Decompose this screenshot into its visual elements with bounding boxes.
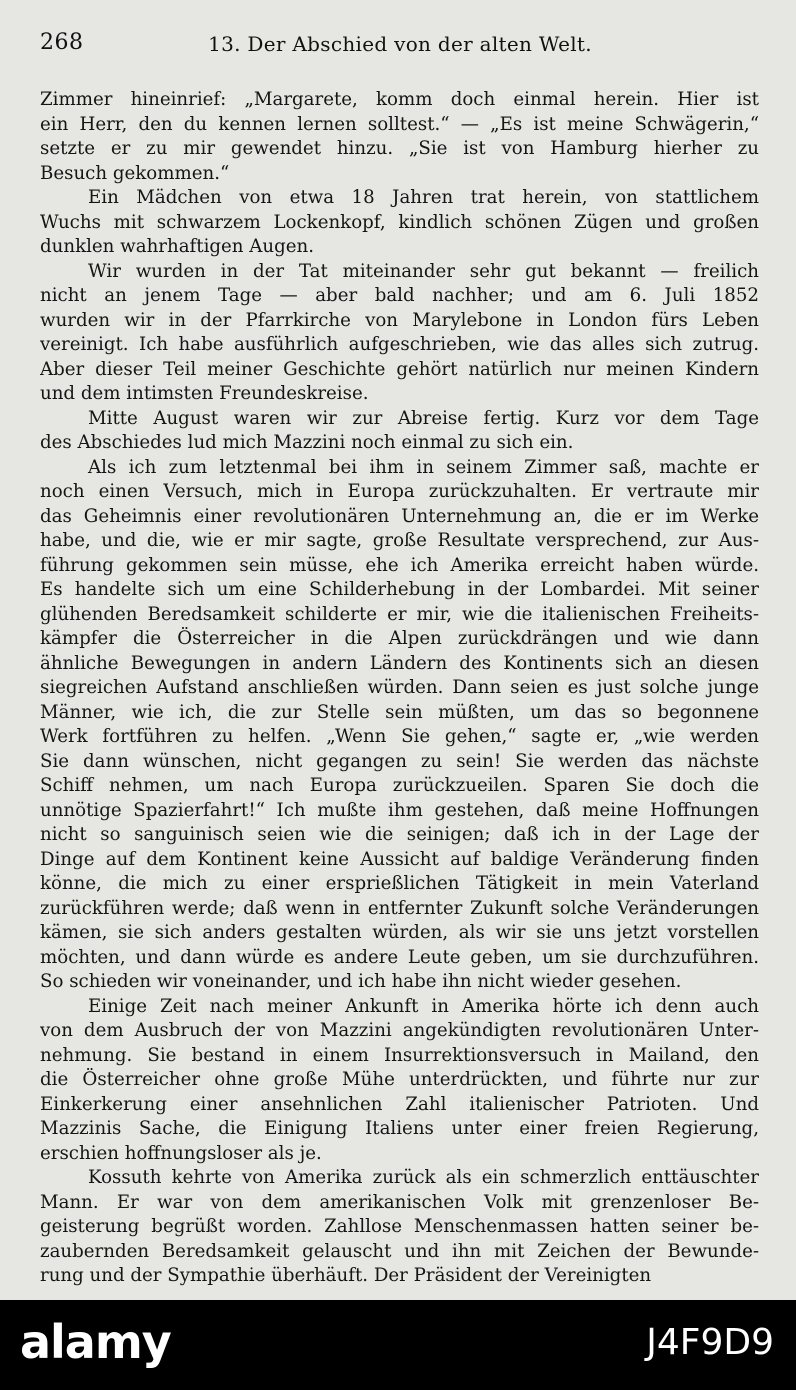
watermark-bar bbox=[0, 1300, 796, 1390]
text-line: ähnliche Bewegungen in andern Ländern des Kontinents sich an diesen bbox=[40, 652, 759, 674]
text-line: unnötige Spazierfahrt!“ Ich mußte ihm gestehen, daß meine Hoffnungen bbox=[40, 799, 759, 821]
text-line: könne, die mich zu einer ersprießlichen Tätigkeit in mein Vaterland bbox=[40, 873, 759, 894]
text-line: Wir wurden in der Tat miteinander sehr gut bekannt — freilich bbox=[88, 260, 759, 282]
text-line: Dinge auf dem Kontinent keine Aussicht auf baldige Veränderung finden bbox=[40, 848, 759, 870]
text-line: Wuchs mit schwarzem Lockenkopf, kindlich schönen Zügen und großen bbox=[40, 211, 759, 233]
text-line: möchten, und dann würde es andere Leute geben, um sie durchzuführen. bbox=[40, 946, 759, 968]
text-line: die Österreicher ohne große Mühe unterdrückten, und führte nur zur bbox=[40, 1069, 759, 1090]
text-line: dunklen wahrhaftigen Augen. bbox=[40, 236, 315, 257]
text-line: rung und der Sympathie überhäuft. Der Präsident der Vereinigten bbox=[40, 1265, 652, 1286]
text-line: habe, und die, wie er mir sagte, große Resultate versprechend, zur Aus- bbox=[40, 530, 759, 551]
text-line: von dem Ausbruch der von Mazzini angekündigten revolutionären Unter- bbox=[40, 1020, 759, 1041]
text-line: Mazzinis Sache, die Einigung Italiens unter einer freien Regierung, bbox=[40, 1118, 759, 1139]
text-line: und dem intimsten Freundeskreise. bbox=[40, 383, 369, 404]
text-line: nicht so sanguinisch seien wie die seinigen; daß ich in der Lage der bbox=[40, 824, 759, 845]
text-line: Ein Mädchen von etwa 18 Jahren trat herein, von stattlichem bbox=[88, 187, 759, 208]
text-line: des Abschiedes lud mich Mazzini noch einmal zu sich ein. bbox=[40, 432, 574, 453]
text-line: noch einen Versuch, mich in Europa zurückzuhalten. Er vertraute mir bbox=[40, 481, 759, 502]
text-line: Werk fortführen zu helfen. „Wenn Sie gehen,“ sagte er, „wie werden bbox=[40, 726, 759, 747]
text-line: vereinigt. Ich habe ausführlich aufgeschrieben, wie das alles sich zutrug. bbox=[40, 334, 759, 355]
stock-image-id: J4F9D9 bbox=[646, 1322, 774, 1363]
text-line: geisterung begrüßt worden. Zahllose Menschenmassen hatten seiner be- bbox=[40, 1216, 759, 1237]
text-line: Mitte August waren wir zur Abreise fertig. Kurz vor dem Tage bbox=[88, 407, 759, 429]
running-head: 13. Der Abschied von der alten Welt. bbox=[208, 32, 592, 56]
text-line: nicht an jenem Tage — aber bald nachher; und am 6. Juli 1852 bbox=[40, 285, 759, 306]
text-line: Kossuth kehrte von Amerika zurück als ein schmerzlich enttäuschter bbox=[88, 1167, 759, 1188]
text-line: Zimmer hineinrief: „Margarete, komm doch einmal herein. Hier ist bbox=[40, 89, 759, 110]
text-line: glühenden Beredsamkeit schilderte er mir, wie die italienischen Freiheits- bbox=[40, 603, 759, 625]
body-text bbox=[40, 88, 759, 1289]
text-line: Besuch gekommen.“ bbox=[40, 162, 230, 184]
text-line: So schieden wir voneinander, und ich habe ihn nicht wieder gesehen. bbox=[40, 971, 682, 992]
text-line: Als ich zum letztenmal bei ihm in seinem Zimmer saß, machte er bbox=[88, 456, 759, 478]
text-line: Sie dann wünschen, nicht gegangen zu sein! Sie werden das nächste bbox=[40, 750, 759, 772]
text-line: setzte er zu mir gewendet hinzu. „Sie ist von Hamburg hierher zu bbox=[40, 138, 759, 159]
text-line: Aber dieser Teil meiner Geschichte gehört natürlich nur meinen Kindern bbox=[40, 358, 759, 380]
page-header bbox=[40, 30, 760, 64]
text-line: das Geheimnis einer revolutionären Unternehmung an, die er im Werke bbox=[40, 505, 759, 527]
text-line: nehmung. Sie bestand in einem Insurrektionsversuch in Mailand, den bbox=[40, 1044, 759, 1066]
text-line: kämen, sie sich anders gestalten würden, als wir sie uns jetzt vorstellen bbox=[40, 922, 759, 943]
text-line: führung gekommen sein müsse, ehe ich Amerika erreicht haben würde. bbox=[40, 554, 759, 576]
text-line: Es handelte sich um eine Schilderhebung in der Lombardei. Mit seiner bbox=[40, 579, 759, 600]
text-line: Einige Zeit nach meiner Ankunft in Amerika hörte ich denn auch bbox=[88, 995, 759, 1017]
alamy-logo: alamy bbox=[20, 1315, 171, 1369]
text-line: zurückführen werde; daß wenn in entfernter Zukunft solche Veränderungen bbox=[40, 897, 759, 919]
text-line: siegreichen Aufstand anschließen würden. Dann seien es just solche junge bbox=[40, 677, 759, 698]
text-line: Schiff nehmen, um nach Europa zurückzueilen. Sparen Sie doch die bbox=[40, 775, 759, 796]
text-line: Einkerkerung einer ansehnlichen Zahl italienischer Patrioten. Und bbox=[40, 1093, 759, 1115]
page-number: 268 bbox=[40, 30, 84, 55]
text-line: kämpfer die Österreicher in die Alpen zurückdrängen und wie dann bbox=[40, 628, 759, 649]
text-line: Mann. Er war von dem amerikanischen Volk mit grenzenloser Be- bbox=[40, 1191, 759, 1213]
text-line: Männer, wie ich, die zur Stelle sein müßten, um das so begonnene bbox=[40, 701, 759, 723]
text-line: zaubernden Beredsamkeit gelauscht und ihn mit Zeichen der Bewunde- bbox=[40, 1240, 759, 1262]
text-line: erschien hoffnungsloser als je. bbox=[40, 1142, 322, 1164]
text-line: ein Herr, den du kennen lernen solltest.“ — „Es ist meine Schwägerin,“ bbox=[40, 113, 759, 135]
text-line: wurden wir in der Pfarrkirche von Marylebone in London fürs Leben bbox=[40, 309, 759, 331]
